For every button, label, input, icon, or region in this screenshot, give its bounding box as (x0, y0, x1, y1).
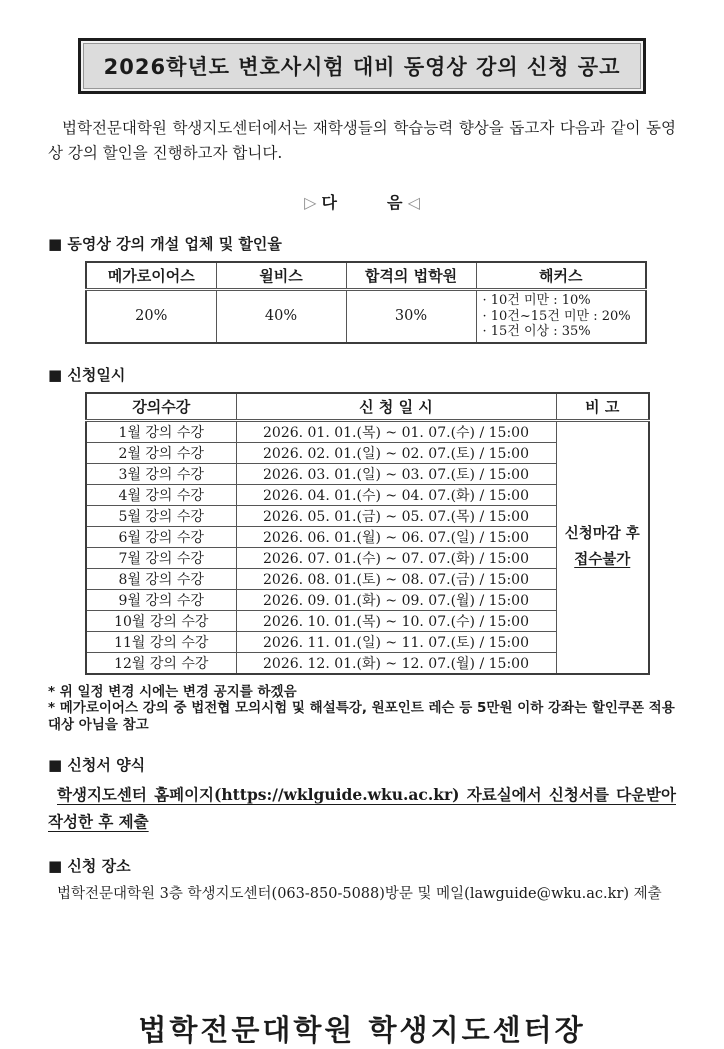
schedule-period-cell: 2026. 10. 01.(목) ~ 10. 07.(수) / 15:00 (236, 610, 556, 631)
schedule-course-cell: 10월 강의 수강 (86, 610, 236, 631)
schedule-period-cell: 2026. 08. 01.(토) ~ 08. 07.(금) / 15:00 (236, 568, 556, 589)
schedule-period-cell: 2026. 05. 01.(금) ~ 05. 07.(목) / 15:00 (236, 505, 556, 526)
discount-rate-hackers (476, 290, 646, 343)
schedule-col-header-course: 강의수강 (86, 393, 236, 421)
hackers-tier-1: · 10건 미만 : 10% (482, 293, 591, 308)
schedule-row (86, 420, 649, 442)
schedule-course-cell: 8월 강의 수강 (86, 568, 236, 589)
schedule-period-cell: 2026. 11. 01.(일) ~ 11. 07.(토) / 15:00 (236, 631, 556, 652)
schedule-period-cell: 2026. 02. 01.(일) ~ 02. 07.(토) / 15:00 (236, 442, 556, 463)
intro-paragraph: 법학전문대학원 학생지도센터에서는 재학생들의 학습능력 향상을 돕고자 다음과 같이 동영상 강의 할인을 진행하고자 합니다. (48, 119, 676, 162)
schedule-table (85, 392, 650, 675)
schedule-course-cell: 9월 강의 수강 (86, 589, 236, 610)
signature-footer: 법학전문대학원 학생지도센터장 (138, 1012, 586, 1047)
schedule-course-cell: 7월 강의 수강 (86, 547, 236, 568)
discount-data-row (86, 290, 646, 343)
daum-label: 다 음 (321, 193, 403, 212)
schedule-period-cell: 2026. 01. 01.(목) ~ 01. 07.(수) / 15:00 (236, 420, 556, 442)
schedule-period-cell: 2026. 06. 01.(월) ~ 06. 07.(일) / 15:00 (236, 526, 556, 547)
schedule-course-cell: 3월 강의 수강 (86, 463, 236, 484)
discount-col-header-megalawyers: 메가로이어스 (86, 262, 216, 290)
notes-block (48, 684, 676, 734)
discount-rate-megalawyers: 20% (86, 290, 216, 343)
discount-rate-willbes: 40% (216, 290, 346, 343)
discount-section-heading: ■ 동영상 강의 개설 업체 및 할인율 (48, 235, 282, 253)
schedule-col-header-period: 신 청 일 시 (236, 393, 556, 421)
schedule-period-cell: 2026. 12. 01.(화) ~ 12. 07.(월) / 15:00 (236, 652, 556, 674)
schedule-course-cell: 2월 강의 수강 (86, 442, 236, 463)
triangle-right-icon: ▷ (304, 193, 322, 212)
form-section-body: 학생지도센터 홈페이지(https://wklguide.wku.ac.kr) 자료실에서 신청서를 다운받아 작성한 후 제출 (48, 784, 676, 831)
hackers-tier-3: · 15건 이상 : 35% (482, 324, 591, 339)
discount-rate-hapgyeok: 30% (346, 290, 476, 343)
discount-table (85, 261, 647, 344)
schedule-period-cell: 2026. 04. 01.(수) ~ 04. 07.(화) / 15:00 (236, 484, 556, 505)
place-section-body: 법학전문대학원 3층 학생지도센터(063-850-5088)방문 및 메일(lawguide@wku.ac.kr) 제출 (57, 885, 662, 902)
schedule-course-cell: 11월 강의 수강 (86, 631, 236, 652)
schedule-remark-cell (556, 420, 649, 674)
place-section-heading: ■ 신청 장소 (48, 856, 131, 875)
schedule-course-cell: 6월 강의 수강 (86, 526, 236, 547)
schedule-period-cell: 2026. 03. 01.(일) ~ 03. 07.(토) / 15:00 (236, 463, 556, 484)
schedule-col-header-remark: 비 고 (556, 393, 649, 421)
triangle-left-icon: ◁ (402, 193, 420, 212)
schedule-period-cell: 2026. 07. 01.(수) ~ 07. 07.(화) / 15:00 (236, 547, 556, 568)
note-1: * 위 일정 변경 시에는 변경 공지를 하겠음 (48, 683, 297, 700)
title-box (78, 38, 646, 94)
schedule-table-body (86, 420, 649, 674)
schedule-course-cell: 12월 강의 수강 (86, 652, 236, 674)
schedule-course-cell: 1월 강의 수강 (86, 420, 236, 442)
discount-col-header-hapgyeok: 합격의 법학원 (346, 262, 476, 290)
form-section-heading: ■ 신청서 양식 (48, 755, 146, 774)
discount-col-header-willbes: 윌비스 (216, 262, 346, 290)
remark-line-2: 접수불가 (574, 551, 631, 568)
discount-col-header-hackers: 해커스 (476, 262, 646, 290)
hackers-tier-2: · 10건~15건 미만 : 20% (482, 308, 631, 324)
discount-header-row (86, 262, 646, 290)
schedule-course-cell: 5월 강의 수강 (86, 505, 236, 526)
page-title: 2026학년도 변호사시험 대비 동영상 강의 신청 공고 (103, 55, 621, 79)
schedule-header-row (86, 393, 649, 421)
schedule-period-cell: 2026. 09. 01.(화) ~ 09. 07.(월) / 15:00 (236, 589, 556, 610)
schedule-course-cell: 4월 강의 수강 (86, 484, 236, 505)
schedule-section-heading: ■ 신청일시 (48, 365, 126, 384)
note-2: * 메가로이어스 강의 중 법전협 모의시험 및 해설특강, 원포인트 레슨 등 5만원 이하 강좌는 할인쿠폰 적용 대상 아님을 참고 (48, 700, 675, 734)
daum-divider (48, 190, 676, 213)
remark-line-1: 신청마감 후 (564, 525, 640, 542)
